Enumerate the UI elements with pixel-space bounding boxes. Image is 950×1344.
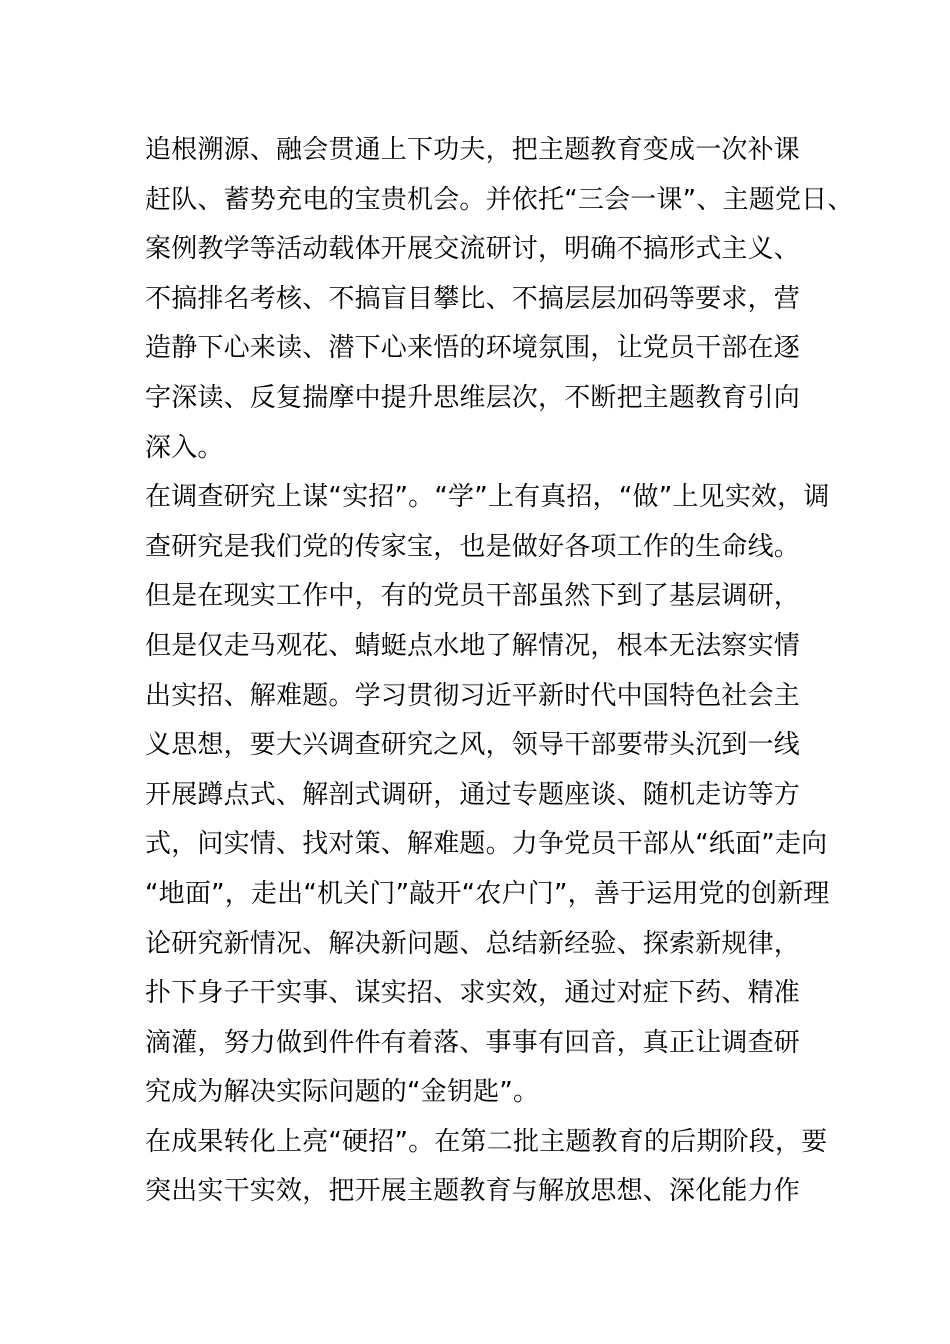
text-line: 追根溯源、融会贯通上下功夫，把主题教育变成一次补课 [145,135,801,165]
text-line: 字深读、反复揣摩中提升思维层次，不断把主题教育引向 [145,382,801,413]
text-line: 式，问实情、找对策、解难题。力争党员干部从“纸面”走向 [145,829,828,860]
text-line: 义思想，要大兴调查研究之风，领导干部要带头沉到一线 [145,730,801,761]
text-line: 造静下心来读、潜下心来悟的环境氛围，让党员干部在逐 [145,333,801,364]
text-line: 论研究新情况、解决新问题、总结新经验、探索新规律， [145,928,801,959]
text-line: 案例教学等活动载体开展交流研讨，明确不搞形式主义、 [145,234,801,265]
text-line: “地面”，走出“机关门”敲开“农户门”，善于运用党的创新理 [145,878,830,909]
text-line: 赶队、蓄势充电的宝贵机会。并依托“三会一课”、主题党日、 [145,184,854,215]
text-line: 滴灌，努力做到件件有着落、事事有回音，真正让调查研 [145,1027,801,1058]
text-line: 但是在现实工作中，有的党员干部虽然下到了基层调研， [145,581,801,612]
body-text [145,126,854,1217]
text-line: 出实招、解难题。学习贯彻习近平新时代中国特色社会主 [145,680,801,711]
text-line: 究成为解决实际问题的“金钥匙”。 [145,1077,540,1108]
text-line: 但是仅走马观花、蜻蜓点水地了解情况，根本无法察实情 [145,630,801,661]
text-line: 不搞排名考核、不搞盲目攀比、不搞层层加码等要求，营 [145,283,801,314]
text-line: 突出实干实效，把开展主题教育与解放思想、深化能力作 [145,1176,801,1207]
text-line: 深入。 [145,432,224,463]
text-line: 在调查研究上谋“实招”。“学”上有真招，“做”上见实效，调 [145,482,830,513]
text-line: 开展蹲点式、解剖式调研，通过专题座谈、随机走访等方 [145,779,801,810]
text-line: 扑下身子干实事、谋实招、求实效，通过对症下药、精准 [145,978,801,1009]
text-line: 在成果转化上亮“硬招”。在第二批主题教育的后期阶段，要 [145,1126,828,1157]
text-line: 查研究是我们党的传家宝，也是做好各项工作的生命线。 [145,531,801,562]
